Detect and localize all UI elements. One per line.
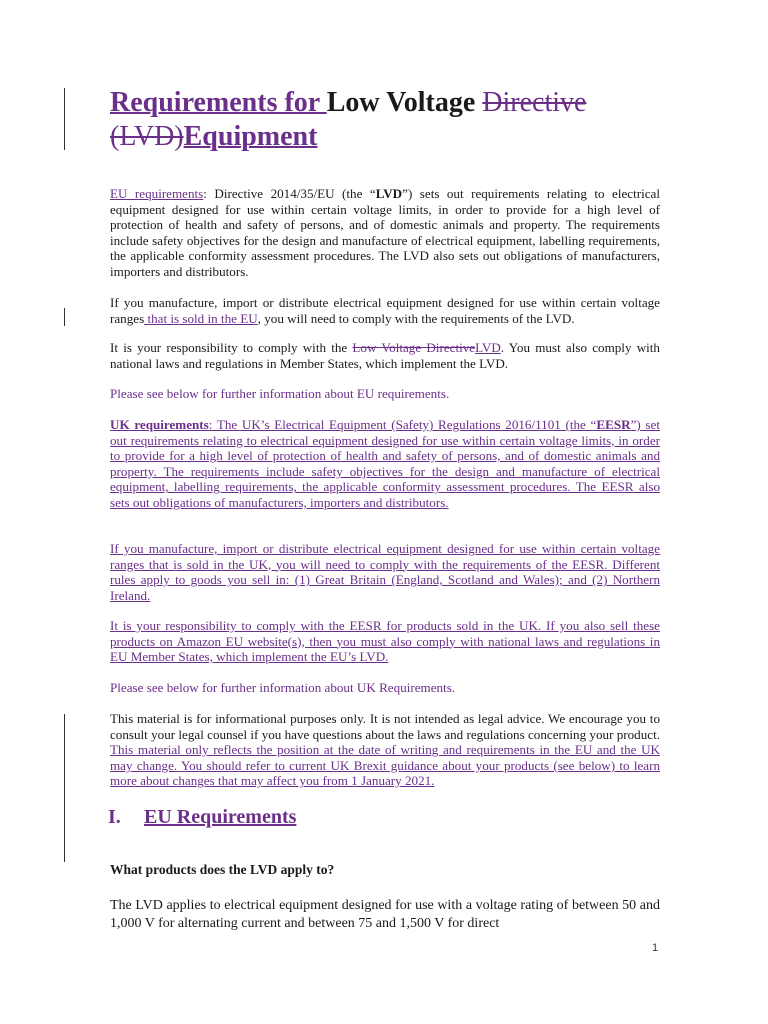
subheading: What products does the LVD apply to?: [110, 862, 335, 877]
paragraph-responsibility-uk: It is your responsibility to comply with the EESR for products sold in the UK. If you also sell these products on Amazon EU website(s), then you must also comply with national laws and regulations in EU Member States, which implement the EU’s LVD.: [110, 618, 660, 665]
section-title: EU Requirements: [144, 806, 297, 828]
inserted-text: that is sold in the EU: [144, 310, 258, 326]
lvd-defined-term: LVD: [375, 186, 403, 201]
paragraph-text: This material is for informational purposes only. It is not intended as legal advice. We encourage you to consult your legal counsel if you have questions about the laws and regulations concerning your product.: [110, 711, 660, 742]
paragraph-responsibility-eu: [110, 340, 660, 371]
paragraph-text: : Directive 2014/35/EU (the “: [203, 186, 376, 201]
page-number: 1: [652, 942, 659, 954]
paragraph-eu-requirements: [110, 186, 660, 280]
title-inserted-text: Requirements for: [110, 87, 327, 118]
paragraph-text: It is your responsibility to comply with the: [110, 340, 353, 355]
paragraph-text: ”) sets out requirements relating to electrical equipment designed for use within certain voltage limits, in order to provide for a high level of protection of health and safety of persons, and of domestic animals and property. The requirements include safety objectives for the design and manufacture of electrical equipment, labelling requirements, the applicable conformity assessment procedures. The LVD also sets out obligations of manufacturers, importers and distributors.: [110, 186, 660, 279]
section-number: I.: [108, 806, 121, 828]
document-title: [110, 86, 670, 154]
title-inserted-text: Equipment: [183, 121, 318, 152]
section-heading: [108, 804, 296, 830]
change-bar: [64, 88, 65, 150]
title-text: Low Voltage: [326, 87, 483, 118]
paragraph-see-uk: Please see below for further information about UK Requirements.: [110, 680, 456, 695]
paragraph-see-eu: Please see below for further information about EU requirements.: [110, 386, 450, 401]
uk-requirements-label: UK requirements: [110, 417, 209, 432]
paragraph-disclaimer: [110, 711, 660, 789]
change-bar: [64, 308, 65, 326]
inserted-text: LVD: [475, 340, 501, 355]
paragraph-manufacture-uk: If you manufacture, import or distribute electrical equipment designed for use within certain voltage ranges that is sold in the UK, you will need to comply with the requirements of the EESR. Different rules apply to goods you sell in: (1) Great Britain (England, Scotland and Wales); and (2) Northern Ireland.: [110, 541, 660, 603]
paragraph-lvd-scope: The LVD applies to electrical equipment designed for use with a voltage rating of between 50 and 1,000 V for alternating current and between 75 and 1,500 V for direct: [110, 898, 660, 931]
paragraph-uk-requirements: [110, 417, 660, 511]
eu-requirements-label: EU requirements: [110, 186, 204, 201]
paragraph-text: , you will need to comply with the requirements of the LVD.: [257, 310, 575, 326]
paragraph-manufacture-eu: [110, 295, 660, 326]
change-bar: [64, 714, 65, 862]
paragraph-text: ”) set out requirements relating to electrical equipment designed for use within certain voltage limits, in order to provide for a high level of protection of health and safety of persons, and of domestic animals and property. The requirements include safety objectives for the design and manufacture of electrical equipment, labelling requirements, the applicable conformity assessment procedures. The EESR also sets out obligations of manufacturers, importers and distributors.: [110, 417, 660, 510]
eesr-defined-term: EESR: [596, 417, 631, 432]
paragraph-text: If you manufacture, import or distribute electrical equipment designed for use within certain voltage ranges: [110, 295, 660, 326]
paragraph-text: . You must also comply with national laws and regulations in Member States, which implement the LVD.: [110, 340, 660, 371]
inserted-text: This material only reflects the position at the date of writing and requirements in the EU and the UK may change. You should refer to current UK Brexit guidance about your products (see below) to learn more about changes that may affect you from 1 January 2021.: [110, 742, 660, 789]
title-deleted-text: Directive (LVD): [110, 87, 587, 152]
paragraph-text: : The UK’s Electrical Equipment (Safety) Regulations 2016/1101 (the “: [208, 417, 597, 432]
deleted-text: Low Voltage Directive: [352, 340, 476, 355]
